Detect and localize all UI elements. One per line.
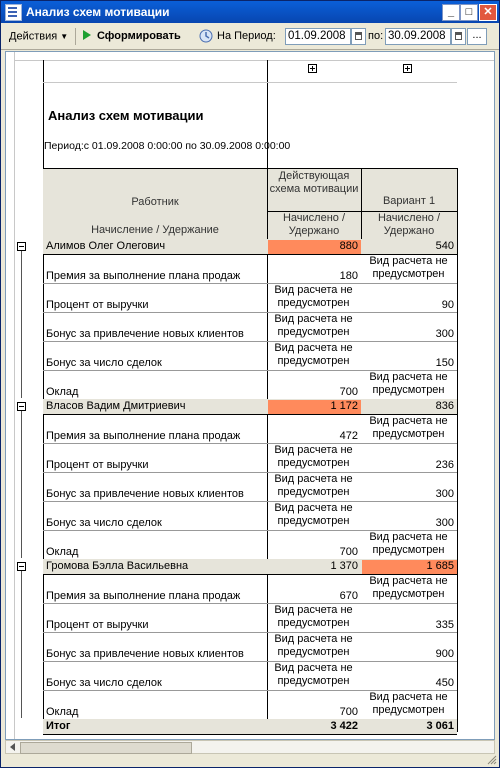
header-col-current: Действующая схема мотивации — [269, 170, 359, 195]
value-variant: 1 685 — [426, 560, 454, 572]
header-col-current-sub: Начислено / Удержано — [282, 212, 346, 237]
grid-line — [43, 501, 457, 502]
value-current: 1 370 — [330, 560, 358, 572]
value-variant: 150 — [435, 357, 454, 369]
grid-line — [43, 472, 457, 473]
resize-grip-icon[interactable] — [487, 755, 497, 765]
not-provided-note: Вид расчета не предусмотрен — [274, 313, 353, 338]
value-current: 670 — [339, 590, 358, 602]
close-button[interactable]: ✕ — [479, 4, 497, 21]
not-provided-note: Вид расчета не предусмотрен — [369, 691, 448, 716]
value-variant: 450 — [435, 677, 454, 689]
grid-line — [43, 661, 457, 662]
accrual-name: Премия за выполнение плана продаж — [46, 270, 241, 282]
report-sheet[interactable] — [5, 51, 495, 740]
toolbar — [1, 24, 499, 50]
sheet-row-header — [6, 52, 15, 740]
not-provided-note: Вид расчета не предусмотрен — [369, 415, 448, 440]
accrual-name: Бонус за привлечение новых клиентов — [46, 488, 244, 500]
value-variant: 900 — [435, 648, 454, 660]
not-provided-note: Вид расчета не предусмотрен — [274, 284, 353, 309]
period-settings-icon[interactable] — [198, 28, 214, 44]
employee-name: Алимов Олег Олегович — [46, 240, 166, 252]
maximize-button[interactable]: □ — [460, 4, 478, 21]
not-provided-note: Вид расчета не предусмотрен — [274, 444, 353, 469]
generate-label: Сформировать — [97, 30, 181, 42]
date-from-input[interactable]: 01.09.2008 — [285, 28, 351, 45]
grid-line — [43, 283, 457, 284]
accrual-name: Премия за выполнение плана продаж — [46, 590, 241, 602]
expand-column-icon[interactable] — [308, 64, 317, 73]
value-current: 180 — [339, 270, 358, 282]
employee-name: Громова Бэлла Васильевна — [46, 560, 189, 572]
title-bar — [1, 1, 499, 23]
accrual-name: Оклад — [46, 546, 79, 558]
dropdown-arrow-icon: ▼ — [60, 32, 69, 41]
scroll-thumb[interactable] — [20, 742, 192, 754]
employee-name: Власов Вадим Дмитриевич — [46, 400, 186, 412]
accrual-name: Бонус за число сделок — [46, 357, 162, 369]
outline-line — [21, 411, 22, 558]
not-provided-note: Вид расчета не предусмотрен — [369, 255, 448, 280]
not-provided-note: Вид расчета не предусмотрен — [274, 473, 353, 498]
toolbar-separator — [75, 28, 76, 45]
not-provided-note: Вид расчета не предусмотрен — [274, 604, 353, 629]
header-worker: Работник — [131, 196, 179, 208]
scroll-left-icon[interactable] — [7, 742, 19, 752]
value-variant: 836 — [435, 400, 454, 412]
value-variant: 540 — [435, 240, 454, 252]
total-variant: 3 061 — [426, 720, 454, 732]
value-variant: 300 — [435, 328, 454, 340]
report-title: Анализ схем мотивации — [48, 108, 204, 123]
header-accrual: Начисление / Удержание — [91, 224, 219, 236]
report-icon — [5, 4, 22, 21]
horizontal-scrollbar[interactable] — [5, 740, 495, 754]
grid-line — [43, 341, 457, 342]
generate-button[interactable] — [83, 24, 181, 49]
period-select-button[interactable]: ... — [467, 28, 487, 45]
value-variant: 300 — [435, 517, 454, 529]
collapse-group-icon[interactable] — [17, 402, 26, 411]
window-title: Анализ схем мотивации — [26, 5, 170, 19]
grid-line — [43, 168, 457, 169]
value-current: 700 — [339, 386, 358, 398]
to-label: по: — [368, 30, 384, 42]
expand-column-icon[interactable] — [403, 64, 412, 73]
accrual-name: Процент от выручки — [46, 619, 149, 631]
outline-line — [21, 251, 22, 398]
grid-line — [43, 734, 457, 735]
value-current: 1 172 — [330, 400, 358, 412]
date-to-input[interactable]: 30.09.2008 — [385, 28, 451, 45]
value-variant: 236 — [435, 459, 454, 471]
accrual-name: Бонус за число сделок — [46, 517, 162, 529]
accrual-name: Оклад — [46, 706, 79, 718]
grid-line — [43, 603, 457, 604]
not-provided-note: Вид расчета не предусмотрен — [274, 502, 353, 527]
period-label: На Период: — [217, 30, 276, 42]
value-variant: 90 — [441, 299, 454, 311]
value-variant: 335 — [435, 619, 454, 631]
value-current: 472 — [339, 430, 358, 442]
not-provided-note: Вид расчета не предусмотрен — [369, 371, 448, 396]
collapse-group-icon[interactable] — [17, 242, 26, 251]
accrual-name: Процент от выручки — [46, 459, 149, 471]
value-current: 700 — [339, 706, 358, 718]
grid-line — [43, 82, 457, 83]
header-col-variant: Вариант 1 — [382, 195, 436, 207]
accrual-name: Премия за выполнение плана продаж — [46, 430, 241, 442]
not-provided-note: Вид расчета не предусмотрен — [369, 531, 448, 556]
grid-line — [43, 443, 457, 444]
total-current: 3 422 — [330, 720, 358, 732]
not-provided-note: Вид расчета не предусмотрен — [369, 575, 448, 600]
actions-menu[interactable] — [9, 24, 68, 49]
sheet-column-header — [6, 52, 494, 61]
not-provided-note: Вид расчета не предусмотрен — [274, 662, 353, 687]
collapse-group-icon[interactable] — [17, 562, 26, 571]
grid-line — [43, 632, 457, 633]
minimize-button[interactable]: _ — [442, 4, 460, 21]
value-variant: 300 — [435, 488, 454, 500]
value-current: 880 — [339, 240, 358, 252]
accrual-name: Бонус за привлечение новых клиентов — [46, 648, 244, 660]
accrual-name: Оклад — [46, 386, 79, 398]
calendar-to-icon[interactable] — [451, 28, 466, 45]
grid-line — [457, 168, 458, 732]
value-current: 700 — [339, 546, 358, 558]
actions-label: Действия — [9, 30, 58, 43]
outline-line — [21, 571, 22, 718]
accrual-name: Бонус за привлечение новых клиентов — [46, 328, 244, 340]
total-label: Итог — [46, 720, 71, 732]
header-col-variant-sub: Начислено / Удержано — [377, 212, 441, 237]
calendar-from-icon[interactable] — [351, 28, 366, 45]
not-provided-note: Вид расчета не предусмотрен — [274, 633, 353, 658]
not-provided-note: Вид расчета не предусмотрен — [274, 342, 353, 367]
accrual-name: Процент от выручки — [46, 299, 149, 311]
play-icon — [83, 30, 91, 40]
grid-line — [43, 312, 457, 313]
accrual-name: Бонус за число сделок — [46, 677, 162, 689]
report-period: Период:с 01.09.2008 0:00:00 по 30.09.2008 0:00:00 — [44, 140, 291, 152]
